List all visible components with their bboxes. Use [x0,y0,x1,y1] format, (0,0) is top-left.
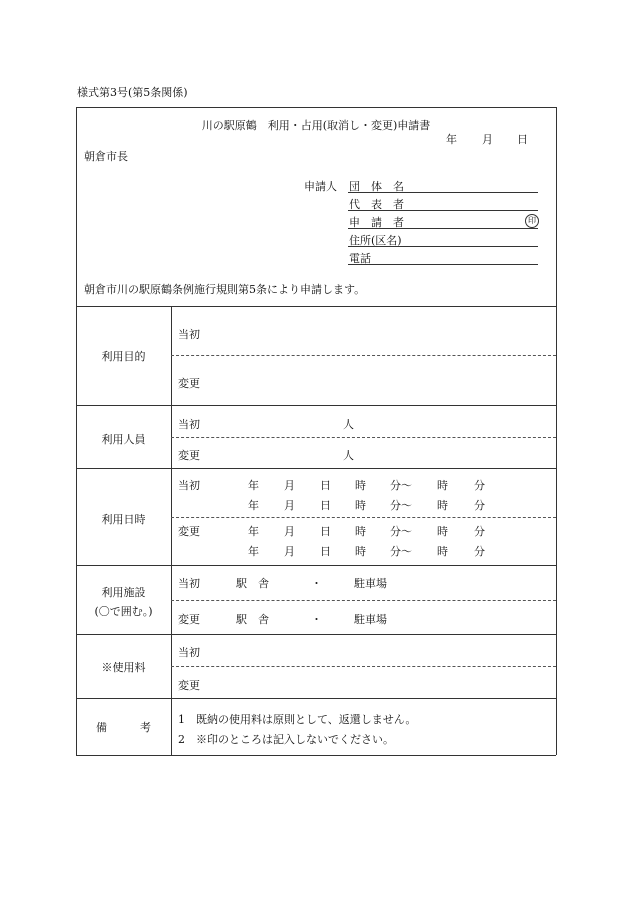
dt-minute-from: 分〜 [390,545,412,558]
facility-label: 利用施設 [101,586,146,599]
facility-initial-station[interactable]: 駅 舎 [236,577,269,590]
facility-change-label: 変更 [178,613,200,626]
people-initial-label: 当初 [178,418,200,431]
dt-hour-to: 時 [437,479,448,492]
dt-month: 月 [284,479,295,492]
purpose-initial-label: 当初 [178,328,200,341]
dt-hour: 時 [355,545,366,558]
remarks-label: 備 考 [96,721,151,734]
dt-minute-to: 分 [474,499,485,512]
people-change-label: 変更 [178,449,200,462]
applicant-label: 申請人 [304,180,337,193]
remarks-line-2: 2 ※印のところは記入しないでください。 [178,733,394,746]
dt-hour-to: 時 [437,499,448,512]
dt-day: 日 [320,525,331,538]
facility-change-station[interactable]: 駅 舎 [236,613,269,626]
fee-change-label: 変更 [178,679,200,692]
address-field-label: 住所(区名) [349,234,402,247]
dt-minute-to: 分 [474,545,485,558]
dt-minute-from: 分〜 [390,525,412,538]
dt-year: 年 [248,545,259,558]
remarks-line-1: 1 既納の使用料は原則として、返還しません。 [178,713,417,726]
applicant-name-field-label: 申 請 者 [349,216,404,229]
facility-initial-separator: ・ [311,577,322,590]
purpose-change-label: 変更 [178,377,200,390]
dt-day: 日 [320,479,331,492]
address-field[interactable] [348,246,538,247]
datetime-initial-label: 当初 [178,479,200,492]
dt-hour: 時 [355,499,366,512]
fee-initial-label: 当初 [178,646,200,659]
people-initial-unit: 人 [343,418,354,431]
representative-field-label: 代 表 者 [349,198,404,211]
dt-year: 年 [248,525,259,538]
dt-day: 日 [320,545,331,558]
facility-initial-parking[interactable]: 駐車場 [354,577,387,590]
dt-month: 月 [284,525,295,538]
fee-label: ※使用料 [101,661,146,674]
addressee: 朝倉市長 [84,150,128,163]
group-name-field[interactable] [348,192,538,193]
form-title: 川の駅原鶴 利用・占用(取消し・変更)申請書 [201,119,431,132]
facility-change-separator: ・ [311,613,322,626]
people-label: 利用人員 [101,433,146,446]
dt-hour-to: 時 [437,545,448,558]
applicant-name-field[interactable] [348,228,538,229]
datetime-change-label: 変更 [178,525,200,538]
dt-hour-to: 時 [437,525,448,538]
seal-mark: 印 [525,214,539,228]
date-year-label: 年 [446,133,457,146]
people-change-unit: 人 [343,449,354,462]
phone-field[interactable] [348,264,538,265]
date-day-label: 日 [517,133,528,146]
dt-year: 年 [248,479,259,492]
dt-minute-to: 分 [474,479,485,492]
phone-field-label: 電話 [349,252,371,265]
dt-minute-from: 分〜 [390,499,412,512]
dt-month: 月 [284,499,295,512]
representative-field[interactable] [348,210,538,211]
form-number-label: 様式第3号(第5条関係) [77,86,188,99]
facility-note: (〇で囲む。) [94,605,153,618]
datetime-label: 利用日時 [101,513,146,526]
dt-hour: 時 [355,479,366,492]
dt-minute-from: 分〜 [390,479,412,492]
facility-initial-label: 当初 [178,577,200,590]
group-name-field-label: 団 体 名 [349,180,404,193]
date-month-label: 月 [482,133,493,146]
dt-year: 年 [248,499,259,512]
facility-change-parking[interactable]: 駐車場 [354,613,387,626]
dt-hour: 時 [355,525,366,538]
purpose-label: 利用目的 [101,350,146,363]
dt-month: 月 [284,545,295,558]
dt-day: 日 [320,499,331,512]
dt-minute-to: 分 [474,525,485,538]
application-statement: 朝倉市川の駅原鶴条例施行規則第5条により申請します。 [84,283,366,296]
